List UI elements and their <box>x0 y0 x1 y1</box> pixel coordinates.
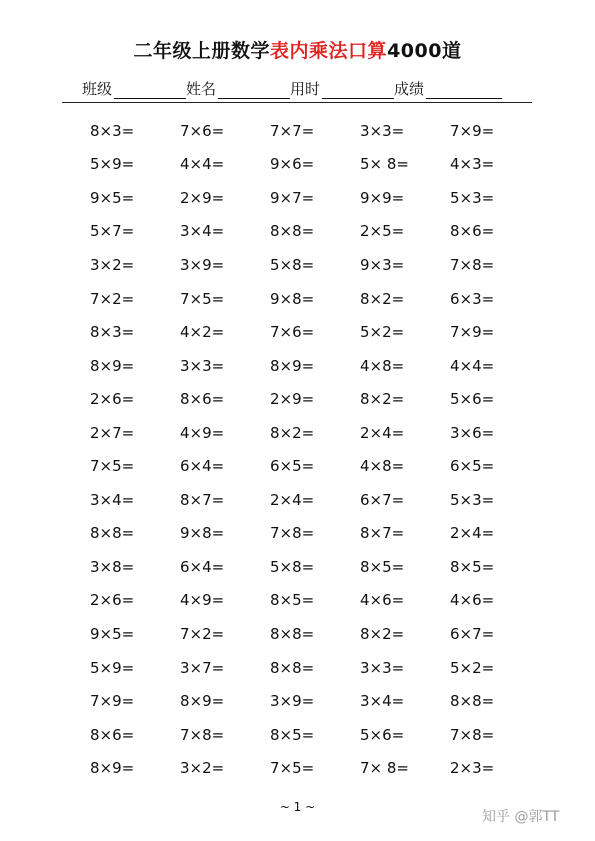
problem-row <box>90 483 540 517</box>
class-blank[interactable] <box>114 84 186 99</box>
problem-item: 2×6= <box>90 591 135 610</box>
problem-item: 7×5= <box>180 289 225 308</box>
problem-item: 5×2= <box>450 658 495 677</box>
problem-item: 8×6= <box>180 390 225 409</box>
problem-item: 3×4= <box>90 490 135 509</box>
problem-item: 6×5= <box>270 457 315 476</box>
problem-row <box>90 751 540 785</box>
title-count: 4000道 <box>387 40 462 62</box>
problem-row <box>90 315 540 349</box>
problem-row <box>90 382 540 416</box>
problem-item: 4×9= <box>180 423 225 442</box>
problem-item: 5×3= <box>450 188 495 207</box>
problem-item: 5×6= <box>360 725 405 744</box>
problem-item: 5×7= <box>90 222 135 241</box>
problem-row <box>90 684 540 718</box>
problem-item: 7×8= <box>450 725 495 744</box>
title-topic: 表内乘法口算 <box>270 40 388 62</box>
problem-item: 9×5= <box>90 624 135 643</box>
problem-item: 2×4= <box>450 524 495 543</box>
problem-item: 7×5= <box>90 457 135 476</box>
problem-item: 4×6= <box>450 591 495 610</box>
problem-item: 7×2= <box>90 289 135 308</box>
problem-row <box>90 416 540 450</box>
problem-row <box>90 349 540 383</box>
problem-item: 7×2= <box>180 624 225 643</box>
problem-row <box>90 282 540 316</box>
problem-item: 3×3= <box>360 121 405 140</box>
problem-item: 7×8= <box>450 255 495 274</box>
problem-row <box>90 248 540 282</box>
problem-item: 6×4= <box>180 457 225 476</box>
title-grade: 二年级上册数学 <box>133 40 271 62</box>
problem-item: 8×5= <box>270 591 315 610</box>
score-label: 成绩 <box>394 80 425 98</box>
problem-item: 8×2= <box>360 289 405 308</box>
class-label: 班级 <box>82 80 113 98</box>
problem-item: 4×8= <box>360 457 405 476</box>
name-field <box>186 78 290 99</box>
problem-row <box>90 181 540 215</box>
problem-row <box>90 584 540 618</box>
problem-item: 8×8= <box>90 524 135 543</box>
problem-item: 5× 8= <box>360 155 409 174</box>
problem-item: 3×6= <box>450 423 495 442</box>
problem-item: 8×7= <box>180 490 225 509</box>
problem-row <box>90 617 540 651</box>
problem-item: 9×7= <box>270 188 315 207</box>
problem-item: 4×4= <box>180 155 225 174</box>
problem-item: 4×8= <box>360 356 405 375</box>
problem-item: 6×4= <box>180 557 225 576</box>
problem-item: 3×2= <box>180 759 225 778</box>
problem-row <box>90 449 540 483</box>
problem-item: 8×8= <box>270 658 315 677</box>
problem-item: 2×7= <box>90 423 135 442</box>
problem-row <box>90 651 540 685</box>
problem-item: 7×9= <box>450 121 495 140</box>
problem-row <box>90 550 540 584</box>
problem-item: 7×6= <box>180 121 225 140</box>
problem-item: 3×9= <box>180 255 225 274</box>
problem-item: 8×8= <box>450 692 495 711</box>
problem-item: 8×3= <box>90 323 135 342</box>
problem-item: 8×2= <box>360 390 405 409</box>
problem-item: 8×5= <box>360 557 405 576</box>
problem-row <box>90 215 540 249</box>
problem-item: 8×9= <box>180 692 225 711</box>
score-field <box>394 78 502 99</box>
problem-item: 4×4= <box>450 356 495 375</box>
problem-item: 6×7= <box>360 490 405 509</box>
problem-item: 7×6= <box>270 323 315 342</box>
problem-item: 7× 8= <box>360 759 409 778</box>
problem-item: 6×3= <box>450 289 495 308</box>
problem-item: 3×4= <box>360 692 405 711</box>
problem-item: 9×5= <box>90 188 135 207</box>
problem-item: 2×5= <box>360 222 405 241</box>
header-divider <box>62 102 532 103</box>
class-field <box>82 78 186 99</box>
problem-row <box>90 718 540 752</box>
problem-item: 8×9= <box>90 356 135 375</box>
problem-item: 3×7= <box>180 658 225 677</box>
problem-item: 5×6= <box>450 390 495 409</box>
problem-item: 8×7= <box>360 524 405 543</box>
problem-item: 2×4= <box>270 490 315 509</box>
problem-item: 7×8= <box>270 524 315 543</box>
problem-item: 8×9= <box>90 759 135 778</box>
problem-item: 9×3= <box>360 255 405 274</box>
problem-item: 6×7= <box>450 624 495 643</box>
problem-item: 8×6= <box>90 725 135 744</box>
problem-item: 3×3= <box>360 658 405 677</box>
problem-item: 5×9= <box>90 658 135 677</box>
problem-row <box>90 114 540 148</box>
problem-item: 7×8= <box>180 725 225 744</box>
problem-item: 6×5= <box>450 457 495 476</box>
problem-item: 4×2= <box>180 323 225 342</box>
problem-row <box>90 517 540 551</box>
problem-item: 9×6= <box>270 155 315 174</box>
problem-grid <box>90 114 540 785</box>
problem-item: 5×3= <box>450 490 495 509</box>
problem-item: 3×8= <box>90 557 135 576</box>
page-title <box>0 36 595 63</box>
time-label: 用时 <box>290 80 321 98</box>
time-blank[interactable] <box>322 84 394 99</box>
problem-item: 2×9= <box>180 188 225 207</box>
problem-item: 5×9= <box>90 155 135 174</box>
problem-item: 8×9= <box>270 356 315 375</box>
problem-item: 4×6= <box>360 591 405 610</box>
score-blank[interactable] <box>426 84 502 99</box>
page-number: ~ 1 ~ <box>279 800 316 814</box>
problem-item: 3×9= <box>270 692 315 711</box>
problem-item: 8×2= <box>270 423 315 442</box>
problem-item: 9×8= <box>180 524 225 543</box>
problem-item: 7×9= <box>90 692 135 711</box>
problem-item: 3×2= <box>90 255 135 274</box>
problem-item: 8×8= <box>270 624 315 643</box>
problem-item: 3×4= <box>180 222 225 241</box>
problem-item: 4×9= <box>180 591 225 610</box>
problem-item: 2×9= <box>270 390 315 409</box>
problem-row <box>90 148 540 182</box>
problem-item: 2×3= <box>450 759 495 778</box>
problem-item: 5×2= <box>360 323 405 342</box>
problem-item: 7×5= <box>270 759 315 778</box>
watermark: 知乎 @郭TT <box>482 809 560 825</box>
student-info-row <box>82 79 522 99</box>
problem-item: 8×8= <box>270 222 315 241</box>
problem-item: 8×5= <box>270 725 315 744</box>
problem-item: 8×2= <box>360 624 405 643</box>
problem-item: 5×8= <box>270 255 315 274</box>
problem-item: 3×3= <box>180 356 225 375</box>
problem-item: 7×9= <box>450 323 495 342</box>
problem-item: 7×7= <box>270 121 315 140</box>
name-blank[interactable] <box>218 84 290 99</box>
problem-item: 8×6= <box>450 222 495 241</box>
problem-item: 8×3= <box>90 121 135 140</box>
problem-item: 8×5= <box>450 557 495 576</box>
problem-item: 4×3= <box>450 155 495 174</box>
problem-item: 2×4= <box>360 423 405 442</box>
name-label: 姓名 <box>186 80 217 98</box>
problem-item: 9×8= <box>270 289 315 308</box>
time-field <box>290 78 394 99</box>
problem-item: 5×8= <box>270 557 315 576</box>
problem-item: 9×9= <box>360 188 405 207</box>
problem-item: 2×6= <box>90 390 135 409</box>
